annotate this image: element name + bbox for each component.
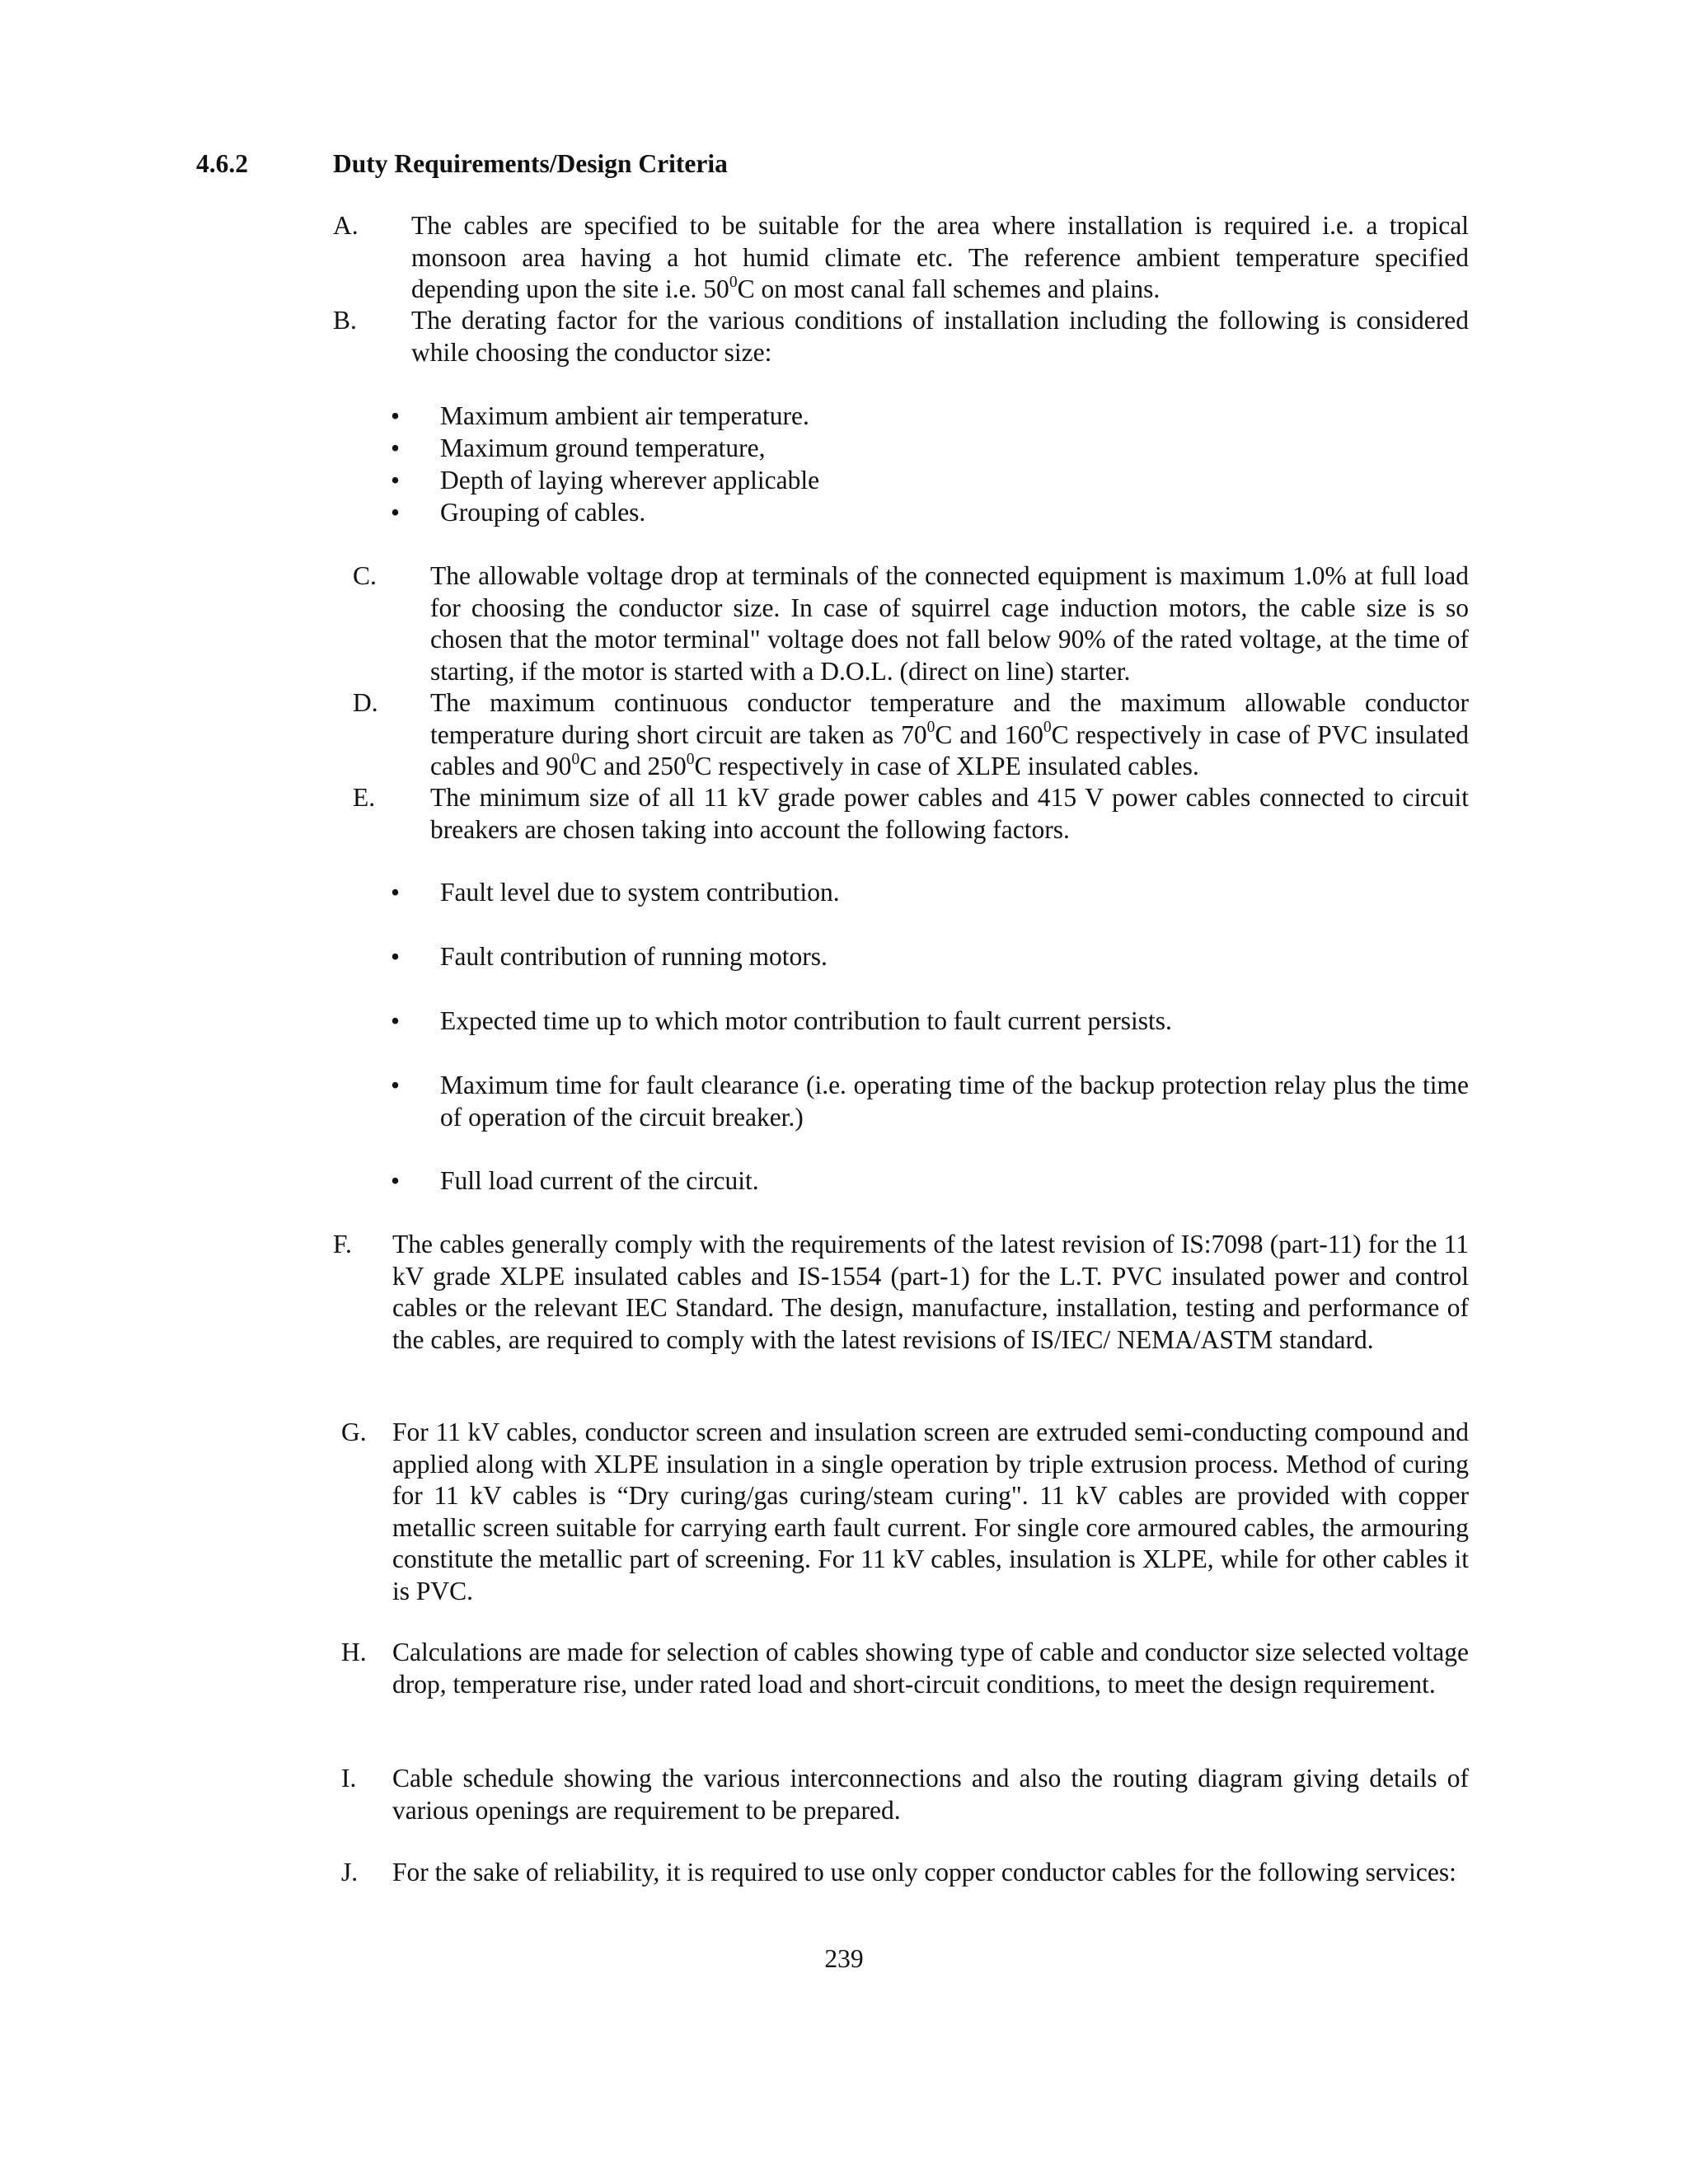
section-number: 4.6.2 xyxy=(196,149,248,178)
item-letter: J. xyxy=(341,1858,359,1886)
bullet-text: Depth of laying wherever applicable xyxy=(440,466,820,494)
item-letter: G. xyxy=(341,1418,367,1446)
bullet-icon: • xyxy=(391,942,401,971)
bullet-icon: • xyxy=(391,434,401,462)
bullet-text: Fault contribution of running motors. xyxy=(440,942,828,971)
bullet-text: Maximum time for fault clearance (i.e. operating time of the backup protection relay plus the time of operation of the circuit breaker.) xyxy=(440,1071,1469,1132)
bullet-icon: • xyxy=(391,1006,401,1035)
item-letter: E. xyxy=(353,783,376,812)
bullet-text: Maximum ground temperature, xyxy=(440,434,766,462)
item-text: The cables are specified to be suitable for the area where installation is required i.e. a tropical monsoon area having a hot humid climate etc. The reference ambient temperature specified depending upon the site i.e. $50^0C$ on most canal fall schemes and plains. xyxy=(411,211,1469,303)
bullet-text: Full load current of the circuit. xyxy=(440,1166,759,1195)
bullet-icon: • xyxy=(391,498,401,527)
item-text: For 11 kV cables, conductor screen and insulation screen are extruded semi-conducting compound and applied along with XLPE insulation in a single operation by triple extrusion process. Method of curing for 11 kV cables is “Dry curing/gas curing/steam curing". 11 kV cables are provided with copper metallic screen suitable for carrying earth fault current. For single core armoured cables, the armouring constitute the metallic part of screening. For 11 kV cables, insulation is XLPE, while for other cables it is PVC. xyxy=(392,1418,1469,1605)
item-letter: A. xyxy=(333,211,359,240)
bullet-text: Fault level due to system contribution. xyxy=(440,878,840,907)
item-letter: F. xyxy=(333,1230,352,1258)
bullet-icon: • xyxy=(391,401,401,430)
bullet-text: Grouping of cables. xyxy=(440,498,646,527)
section-title: Duty Requirements/Design Criteria xyxy=(333,149,728,178)
item-text: The maximum continuous conductor temperature and the maximum allowable conductor temperature during short circuit are taken as $70^0C$ and $160^0C$ respectively in case of PVC insulated cables and $90^0C$ and $250^0C$ respectively in case of XLPE insulated cables. xyxy=(430,688,1470,780)
bullet-text: Expected time up to which motor contribution to fault current persists. xyxy=(440,1006,1172,1035)
item-text: Cable schedule showing the various interconnections and also the routing diagram giving details of various openings are requirement to be prepared. xyxy=(392,1764,1469,1825)
item-letter: B. xyxy=(333,306,357,335)
item-text: The derating factor for the various conditions of installation including the following is considered while choosing the conductor size: xyxy=(411,306,1469,367)
item-text: For the sake of reliability, it is required to use only copper conductor cables for the following services: xyxy=(392,1858,1456,1886)
bullet-icon: • xyxy=(391,466,401,494)
item-text: The cables generally comply with the requirements of the latest revision of IS:7098 (part-11) for the 11 kV grade XLPE insulated cables and IS-1554 (part-1) for the L.T. PVC insulated power and control cables or the relevant IEC Standard. The design, manufacture, installation, testing and performance of the cables, are required to comply with the latest revisions of IS/IEC/ NEMA/ASTM standard. xyxy=(392,1230,1469,1354)
item-letter: I. xyxy=(341,1764,357,1793)
item-letter: D. xyxy=(353,688,378,717)
item-letter: H. xyxy=(341,1638,367,1666)
bullet-icon: • xyxy=(391,1071,401,1099)
bullet-text: Maximum ambient air temperature. xyxy=(440,401,809,430)
item-text: Calculations are made for selection of cables showing type of cable and conductor size selected voltage drop, temperature rise, under rated load and short-circuit conditions, to meet the design requirement. xyxy=(392,1638,1469,1699)
page-number: 239 xyxy=(824,1944,864,1973)
item-text: The allowable voltage drop at terminals of the connected equipment is maximum 1.0% at full load for choosing the conductor size. In case of squirrel cage induction motors, the cable size is so chosen that the motor terminal" voltage does not fall below 90% of the rated voltage, at the time of starting, if the motor is started with a D.O.L. (direct on line) starter. xyxy=(430,561,1469,686)
bullet-icon: • xyxy=(391,1166,401,1195)
bullet-icon: • xyxy=(391,878,401,907)
item-text: The minimum size of all 11 kV grade power cables and 415 V power cables connected to circuit breakers are chosen taking into account the following factors. xyxy=(430,783,1469,844)
item-letter: C. xyxy=(353,561,377,590)
